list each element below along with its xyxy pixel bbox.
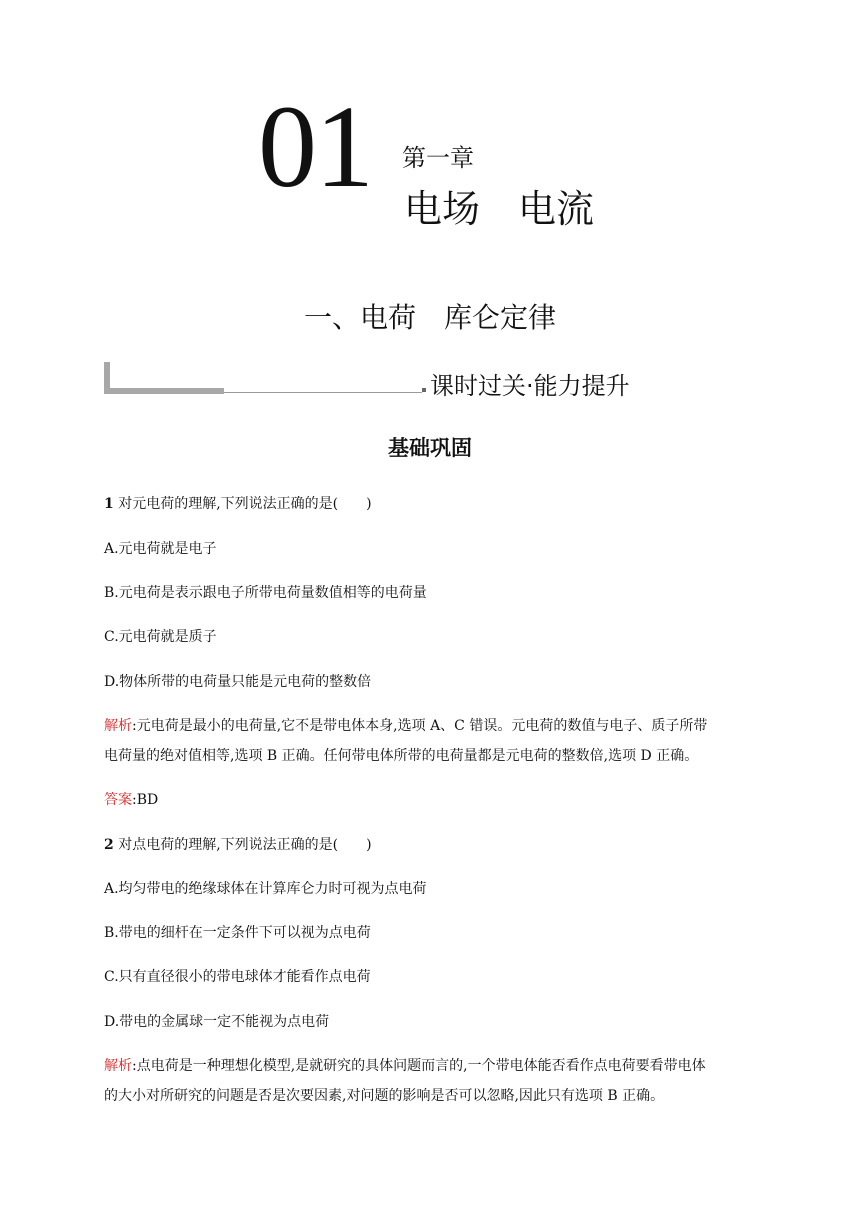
question-2-option-b: B.带电的细杆在一定条件下可以视为点电荷 [104,925,371,941]
question-1-option-a: A.元电荷就是电子 [104,541,217,557]
question-1-option-b: B.元电荷是表示跟电子所带电荷量数值相等的电荷量 [104,585,427,601]
question-2-option-c: C.只有直径很小的带电球体才能看作点电荷 [104,969,371,985]
question-1-option-c: C.元电荷就是质子 [104,629,217,645]
question-text: 对元电荷的理解,下列说法正确的是( ) [113,496,372,512]
question-1-answer [104,792,158,809]
question-1-option-d: D.物体所带的电荷量只能是元电荷的整数倍 [104,674,372,690]
question-2-option-d: D.带电的金属球一定不能视为点电荷 [104,1014,330,1030]
question-number: 2 [104,837,114,853]
banner-bracket-horizontal [104,388,224,394]
analysis-label: 解析 [104,718,132,734]
analysis-label: 解析 [104,1058,132,1074]
answer-label: 答案 [104,792,132,808]
chapter-number: 01 [258,81,372,212]
question-2-option-a: A.均匀带电的绝缘球体在计算库仑力时可视为点电荷 [104,881,427,897]
question-1-analysis-line-2: 电荷量的绝对值相等,选项 B 正确。任何带电体所带的电荷量都是元电荷的整数倍,选项 D 正确。 [104,748,699,764]
chapter-title: 电场 电流 [404,187,595,231]
analysis-text: :元电荷是最小的电荷量,它不是带电体本身,选项 A、C 错误。元电荷的数值与电子、质子所带 [132,718,708,734]
question-2-analysis-line-1 [104,1058,706,1075]
question-text: 对点电荷的理解,下列说法正确的是( ) [113,837,372,853]
banner-rule [224,392,422,393]
question-number: 1 [104,496,114,512]
question-2-stem [104,837,372,854]
answer-text: :BD [132,792,159,808]
question-1-analysis-line-1 [104,718,707,735]
section-title: 一、电荷 库仑定律 [303,301,556,334]
banner-title: 课时过关·能力提升 [430,372,630,400]
question-2-analysis-line-2: 的大小对所研究的问题是否是次要因素,对问题的影响是否可以忽略,因此只有选项 B 正确。 [104,1088,665,1104]
subsection-title: 基础巩固 [388,436,472,460]
banner-dot [422,388,426,392]
chapter-label: 第一章 [402,144,474,172]
analysis-text: :点电荷是一种理想化模型,是就研究的具体问题而言的,一个带电体能否看作点电荷要看带电体 [132,1058,706,1074]
question-1-stem [104,496,372,513]
